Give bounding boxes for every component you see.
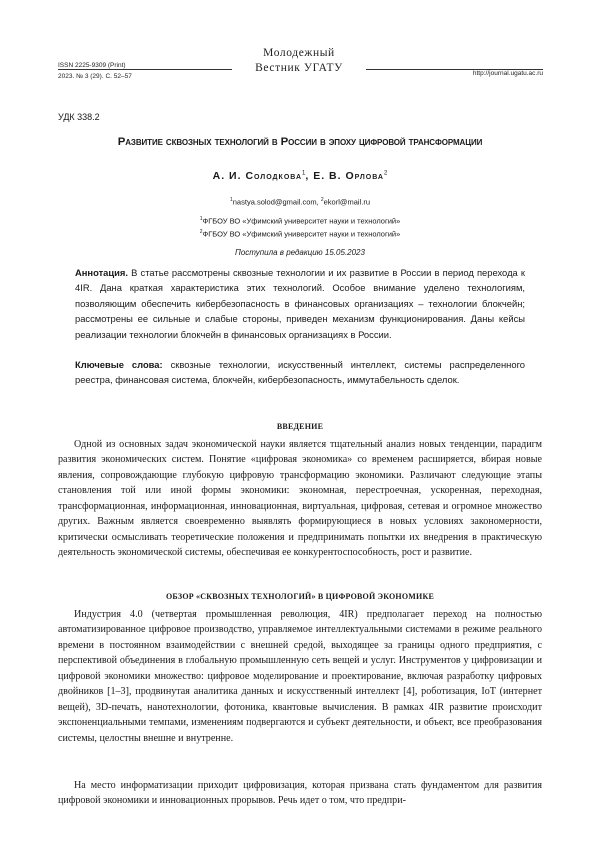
authors	[58, 170, 542, 182]
email-1-sup: 1	[229, 197, 233, 203]
author-2: Е. В. Орлова	[313, 170, 384, 182]
section-heading-overview: ОБЗОР «СКВОЗНЫХ ТЕХНОЛОГИЙ» В ЦИФРОВОЙ ЭКОНОМИКЕ	[166, 592, 434, 601]
journal-meta	[58, 60, 132, 82]
journal-url[interactable]: http://journal.ugatu.ac.ru	[472, 70, 543, 77]
header-rule-left	[58, 69, 232, 70]
journal-name-line2: Вестник УГАТУ	[255, 62, 343, 74]
author-1-sup: 1	[302, 170, 306, 177]
affiliation-2	[58, 229, 542, 239]
affiliation-2-text: ФГБОУ ВО «Уфимский университет науки и технологий»	[202, 229, 401, 239]
section-heading-intro: ВВЕДЕНИЕ	[276, 422, 324, 431]
paragraph-overview-2: На место информатизации приходит цифровизация, которая призвана стать фундаментом для развития цифровой экономики и инновационных прорывов. Речь идет о том, что предпри-	[58, 780, 542, 807]
paragraph-intro-1: Одной из основных задач экономической науки является тщательный анализ новых тенденции, парадигм развития экономических систем. Понятие «цифровая экономика» со временем расширяется, вбирая новые явления, сопровождающие глубокую цифровую трансформацию экономики. Различают следующие этапы становления той или иной формы экономики: экономная, перестроечная, ускоренная, переходная, трансформационная, информационная, инновационная, виртуальная, цифровая, сетевая и огромное множество других. Важным является своевременно выявлять формирующиеся в новых условиях закономерности, критически осмысливать теоретические положения и предпринимать попытки их внедрения в практическую деятельность экономической системы, обеспечивая ее конкурентоспособность, рост и развитие.	[58, 439, 542, 559]
affiliation-1-text: ФГБОУ ВО «Уфимский университет науки и технологий»	[202, 216, 401, 226]
issn: ISSN 2225-9309 (Print)	[58, 62, 126, 69]
paragraph-overview-1: Индустрия 4.0 (четвертая промышленная революция, 4IR) предполагает переход на полностью автоматизированное цифровое производство, управляемое интеллектуальными системами в режиме реального времени в постоянном взаимодействии с внешней средой, выходящее за границы одного предприятия, с перспективой объединения в глобальную промышленную сеть вещей и услуг. Инструментов у цифровизации и цифровой экономики множество: цифровое моделирование и проектирование, включая разработку цифровых двойников [1–3], продвинутая аналитика данных и искусственный интеллект [4], роботизация, IoT (интернет вещей), 3D-печать, нанотехнологии, фотоника, квантовые вычисления. В рамках 4IR развитие происходит экспоненциальными темпами, изменениям подвергаются и субъект деятельности, и объект, все преобразования системы, целостны внешне и внутренне.	[58, 609, 542, 744]
article-title: Развитие сквозных технологий в России в эпоху цифровой трансформации	[117, 136, 483, 148]
abstract-label: Аннотация.	[75, 267, 128, 278]
udc-code: УДК 338.2	[58, 112, 100, 122]
keywords-text: сквозные технологии, искусственный интеллект, системы распределенного реестра, финансовая система, блокчейн, кибербезопасность, иммутабельность сделок.	[75, 359, 525, 386]
abstract-text: В статье рассмотрены сквозные технологии и их развитие в России в период перехода к 4IR. Дана краткая характеристика этих технологий. Особое внимание уделено технологиям, позволяющим обеспечить кибербезопасность в финансовых организациях – технологии блокчейн; рассмотрены ее сильные и слабые стороны, приведен механизм функционирования. Даны кейсы реализации технологии блокчейн в финансовых организациях в России.	[75, 267, 525, 340]
affiliation-2-sup: 2	[199, 229, 203, 235]
author-emails	[58, 197, 542, 207]
abstract	[75, 265, 525, 342]
email-2[interactable]: ekorl@mail.ru	[323, 197, 370, 207]
journal-name-line1: Молодежный	[263, 47, 335, 59]
affiliation-1-sup: 1	[199, 216, 203, 222]
email-1[interactable]: nastya.solod@gmail.com,	[232, 197, 321, 207]
keywords	[75, 357, 525, 388]
author-2-sup: 2	[384, 170, 388, 177]
affiliation-1	[58, 216, 542, 226]
received-date: Поступила в редакцию 15.05.2023	[235, 248, 365, 257]
issue-info: 2023. № 3 (29). С. 52–57	[58, 73, 132, 80]
journal-name	[232, 46, 366, 76]
keywords-label: Ключевые слова:	[75, 359, 163, 370]
author-1: А. И. Солодкова	[212, 170, 303, 182]
email-2-sup: 2	[320, 197, 324, 203]
author-separator: ,	[305, 170, 314, 182]
